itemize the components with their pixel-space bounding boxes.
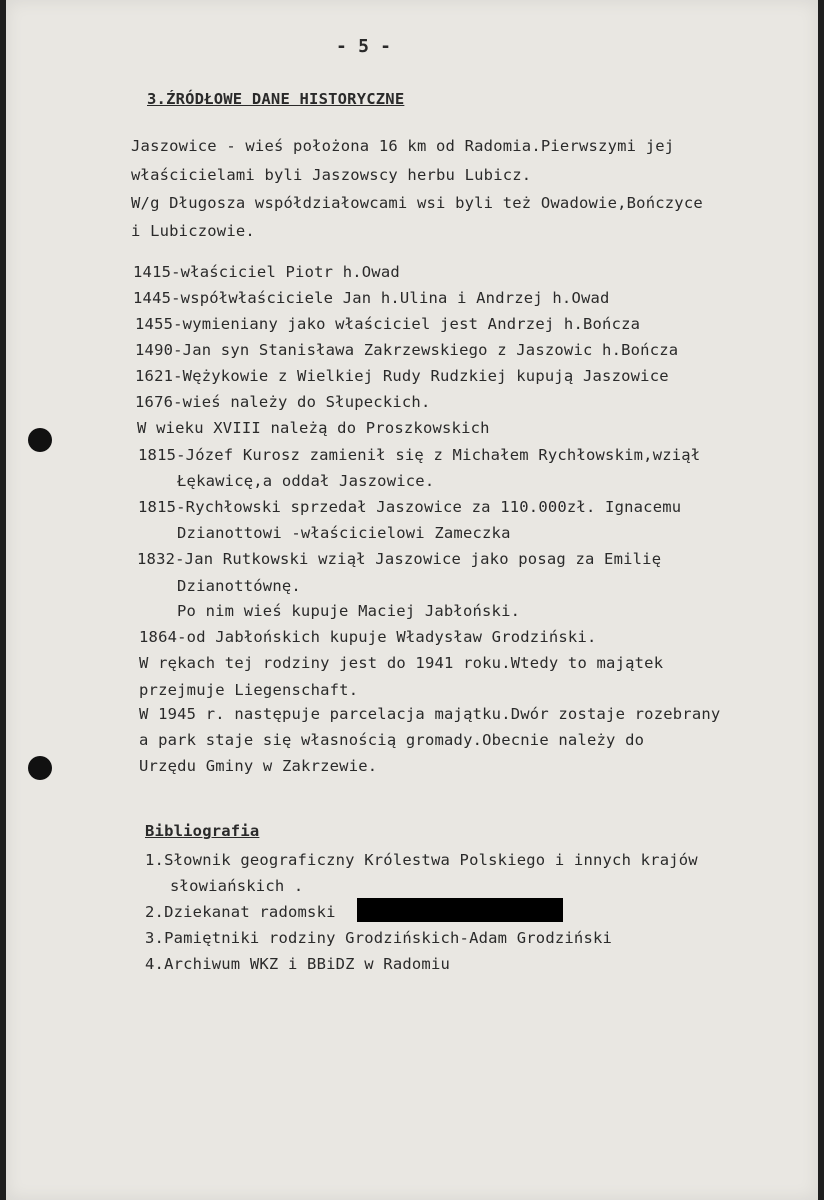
history-line: Po nim wieś kupuje Maciej Jabłoński. bbox=[177, 602, 521, 620]
history-line: 1490-Jan syn Stanisława Zakrzewskiego z Jaszowic h.Bończa bbox=[135, 341, 679, 359]
history-line: 1621-Wężykowie z Wielkiej Rudy Rudzkiej kupują Jaszowice bbox=[135, 367, 669, 385]
history-line: W wieku XVIII należą do Proszkowskich bbox=[137, 419, 490, 437]
history-line: przejmuje Liegenschaft. bbox=[139, 681, 359, 699]
history-line: Łękawicę,a oddał Jaszowice. bbox=[177, 472, 435, 490]
history-line: Dzianottowi -właścicielowi Zameczka bbox=[177, 524, 511, 542]
page-number: - 5 - bbox=[336, 36, 392, 57]
punch-hole-bottom bbox=[28, 756, 52, 780]
history-line: 1676-wieś należy do Słupeckich. bbox=[135, 393, 431, 411]
bibliography-heading: Bibliografia bbox=[145, 822, 260, 840]
history-line: W 1945 r. następuje parcelacja majątku.Dwór zostaje rozebrany bbox=[139, 705, 721, 723]
redaction-bar bbox=[357, 898, 563, 922]
history-line: 1832-Jan Rutkowski wziął Jaszowice jako posag za Emilię bbox=[137, 550, 662, 568]
history-line: W rękach tej rodziny jest do 1941 roku.Wtedy to majątek bbox=[139, 654, 664, 672]
bibliography-item: 1.Słownik geograficzny Królestwa Polskiego i innych krajów bbox=[145, 851, 698, 869]
history-line: Dzianottównę. bbox=[177, 577, 301, 595]
history-line: a park staje się własnością gromady.Obecnie należy do bbox=[139, 731, 645, 749]
intro-line: W/g Długosza współdziałowcami wsi byli też Owadowie,Bończyce bbox=[131, 194, 703, 212]
history-line: 1815-Józef Kurosz zamienił się z Michałem Rychłowskim,wziął bbox=[138, 446, 701, 464]
history-line: 1455-wymieniany jako właściciel jest Andrzej h.Bończa bbox=[135, 315, 641, 333]
bibliography-item: 2.Dziekanat radomski bbox=[145, 903, 336, 921]
history-line: 1815-Rychłowski sprzedał Jaszowice za 110.000zł. Ignacemu bbox=[138, 498, 682, 516]
bibliography-item: słowiańskich . bbox=[170, 877, 304, 895]
bibliography-item: 4.Archiwum WKZ i BBiDZ w Radomiu bbox=[145, 955, 451, 973]
section-heading: 3.ŹRÓDŁOWE DANE HISTORYCZNE bbox=[147, 90, 405, 108]
punch-hole-top bbox=[28, 428, 52, 452]
intro-line: właścicielami byli Jaszowscy herbu Lubicz. bbox=[131, 166, 532, 184]
history-line: Urzędu Gminy w Zakrzewie. bbox=[139, 757, 378, 775]
bibliography-item: 3.Pamiętniki rodziny Grodzińskich-Adam Grodziński bbox=[145, 929, 613, 947]
history-line: 1445-współwłaściciele Jan h.Ulina i Andrzej h.Owad bbox=[133, 289, 610, 307]
intro-line: i Lubiczowie. bbox=[131, 222, 255, 240]
intro-line: Jaszowice - wieś położona 16 km od Radomia.Pierwszymi jej bbox=[131, 137, 675, 155]
history-line: 1415-właściciel Piotr h.Owad bbox=[133, 263, 400, 281]
history-line: 1864-od Jabłońskich kupuje Władysław Grodziński. bbox=[139, 628, 597, 646]
